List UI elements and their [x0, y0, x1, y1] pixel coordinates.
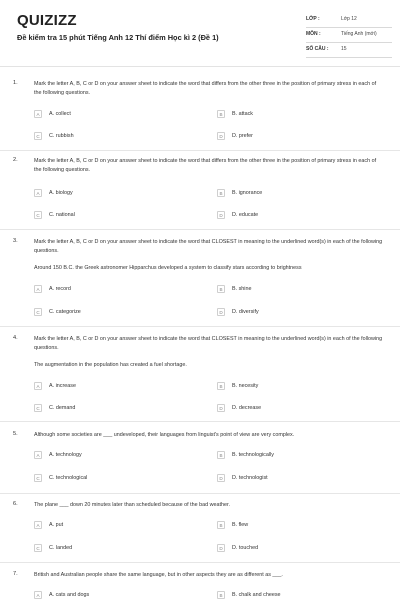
- option-text: A. increase: [49, 383, 76, 389]
- meta-value: 15: [341, 46, 347, 52]
- question-divider: [0, 421, 400, 422]
- option-letter: A: [34, 591, 42, 599]
- option-b[interactable]: [217, 521, 367, 530]
- option-c[interactable]: [34, 211, 184, 220]
- meta-label: MÔN :: [306, 31, 321, 37]
- option-text: D. educate: [232, 212, 259, 218]
- option-a[interactable]: [34, 189, 184, 198]
- option-a[interactable]: [34, 591, 184, 600]
- option-letter: C: [34, 544, 42, 552]
- question-text: Mark the letter A, B, C or D on your answer sheet to indicate the word that CLOSEST in meaning to the underlined word(s) in each of the following questions.: [34, 239, 383, 254]
- option-text: D. diversify: [232, 309, 259, 315]
- option-text: B. chalk and cheese: [232, 592, 281, 598]
- question-divider: [0, 326, 400, 327]
- option-text: C. landed: [49, 545, 73, 551]
- option-letter: A: [34, 110, 42, 118]
- option-text: A. put: [49, 522, 64, 528]
- option-text: C. demand: [49, 405, 76, 411]
- option-letter: C: [34, 404, 42, 412]
- option-text: B. shine: [232, 286, 252, 292]
- option-letter: A: [34, 382, 42, 390]
- question-text: Mark the letter A, B, C or D on your answer sheet to indicate the word that differs from the other three in the position of primary stress in each of the following questions.: [34, 158, 377, 173]
- option-letter: A: [34, 521, 42, 529]
- option-d[interactable]: [217, 308, 367, 317]
- option-text: A. record: [49, 286, 71, 292]
- option-letter: D: [217, 474, 225, 482]
- question-divider: [0, 493, 400, 494]
- option-letter: D: [217, 404, 225, 412]
- option-d[interactable]: [217, 132, 367, 141]
- question-divider: [0, 229, 400, 230]
- option-letter: B: [217, 285, 225, 293]
- option-b[interactable]: [217, 451, 367, 460]
- header: [0, 0, 400, 62]
- option-letter: B: [217, 451, 225, 459]
- option-a[interactable]: [34, 285, 184, 294]
- question-number: 5.: [13, 431, 18, 437]
- meta-row-subject: [306, 28, 392, 43]
- question-number: 4.: [13, 335, 18, 341]
- option-c[interactable]: [34, 308, 184, 317]
- option-letter: B: [217, 110, 225, 118]
- option-text: B. technologically: [232, 452, 274, 458]
- question-divider: [0, 562, 400, 563]
- option-text: D. touched: [232, 545, 259, 551]
- option-b[interactable]: [217, 110, 367, 119]
- header-divider: [0, 66, 400, 67]
- option-text: C. categorize: [49, 309, 81, 315]
- meta-value: Lớp 12: [341, 16, 357, 22]
- option-text: C. rubbish: [49, 133, 74, 139]
- option-letter: D: [217, 308, 225, 316]
- option-letter: C: [34, 211, 42, 219]
- meta-row-class: [306, 13, 392, 28]
- option-letter: D: [217, 211, 225, 219]
- option-a[interactable]: [34, 521, 184, 530]
- option-d[interactable]: [217, 404, 367, 413]
- option-b[interactable]: [217, 285, 367, 294]
- option-text: A. biology: [49, 190, 73, 196]
- option-text: D. decrease: [232, 405, 262, 411]
- question-divider: [0, 150, 400, 151]
- question-text: Although some societies are ___ undeveloped, their languages from linguist's point of view are very complex.: [34, 432, 295, 438]
- option-letter: B: [217, 521, 225, 529]
- option-d[interactable]: [217, 474, 367, 483]
- meta-value: Tiếng Anh (mới): [341, 31, 377, 37]
- option-d[interactable]: [217, 211, 367, 220]
- option-letter: C: [34, 308, 42, 316]
- option-text: A. cats and dogs: [49, 592, 90, 598]
- option-letter: B: [217, 189, 225, 197]
- option-c[interactable]: [34, 544, 184, 553]
- option-letter: B: [217, 382, 225, 390]
- option-b[interactable]: [217, 382, 367, 391]
- option-a[interactable]: [34, 451, 184, 460]
- option-text: C. technological: [49, 475, 88, 481]
- option-text: A. collect: [49, 111, 71, 117]
- meta-label: LỚP :: [306, 16, 320, 22]
- option-text: B. flew: [232, 522, 249, 528]
- option-a[interactable]: [34, 382, 184, 391]
- question-passage: The augmentation in the population has created a fuel shortage.: [34, 362, 187, 368]
- question-number: 6.: [13, 501, 18, 507]
- option-text: B. attack: [232, 111, 253, 117]
- option-c[interactable]: [34, 132, 184, 141]
- question-text: Mark the letter A, B, C or D on your answer sheet to indicate the word that differs from the other three in the position of primary stress in each of the following questions.: [34, 81, 377, 96]
- option-letter: B: [217, 591, 225, 599]
- option-letter: C: [34, 132, 42, 140]
- quizizz-logo: QUIZIZZ: [17, 12, 77, 29]
- option-letter: A: [34, 189, 42, 197]
- question-number: 2.: [13, 157, 18, 163]
- question-number: 7.: [13, 571, 18, 577]
- option-letter: A: [34, 285, 42, 293]
- option-text: B. ignorance: [232, 190, 263, 196]
- option-text: C. national: [49, 212, 75, 218]
- option-c[interactable]: [34, 474, 184, 483]
- question-number: 3.: [13, 238, 18, 244]
- question-text: British and Australian people share the same language, but in other aspects they are as different as ___.: [34, 572, 283, 578]
- question-text: The plane ___ down 20 minutes later than scheduled because of the bad weather.: [34, 502, 230, 508]
- option-letter: D: [217, 544, 225, 552]
- option-text: A. technology: [49, 452, 82, 458]
- meta-label: SỐ CÂU :: [306, 46, 329, 52]
- meta-row-count: [306, 43, 392, 58]
- option-letter: C: [34, 474, 42, 482]
- option-text: D. prefer: [232, 133, 253, 139]
- page-title: Đề kiểm tra 15 phút Tiếng Anh 12 Thí điểm Học kì 2 (Đề 1): [17, 33, 219, 42]
- option-letter: A: [34, 451, 42, 459]
- option-c[interactable]: [34, 404, 184, 413]
- option-b[interactable]: [217, 189, 367, 198]
- option-b[interactable]: [217, 591, 367, 600]
- meta-table: [306, 13, 392, 58]
- option-letter: D: [217, 132, 225, 140]
- option-a[interactable]: [34, 110, 184, 119]
- question-passage: Around 150 B.C. the Greek astronomer Hipparchus developed a system to classify stars according to brightness: [34, 265, 302, 271]
- option-text: B. necesity: [232, 383, 259, 389]
- option-d[interactable]: [217, 544, 367, 553]
- question-text: Mark the letter A, B, C or D on your answer sheet to indicate the word that CLOSEST in meaning to the underlined word(s) in each of the following questions.: [34, 336, 383, 351]
- question-number: 1.: [13, 80, 18, 86]
- option-text: D. technologist: [232, 475, 268, 481]
